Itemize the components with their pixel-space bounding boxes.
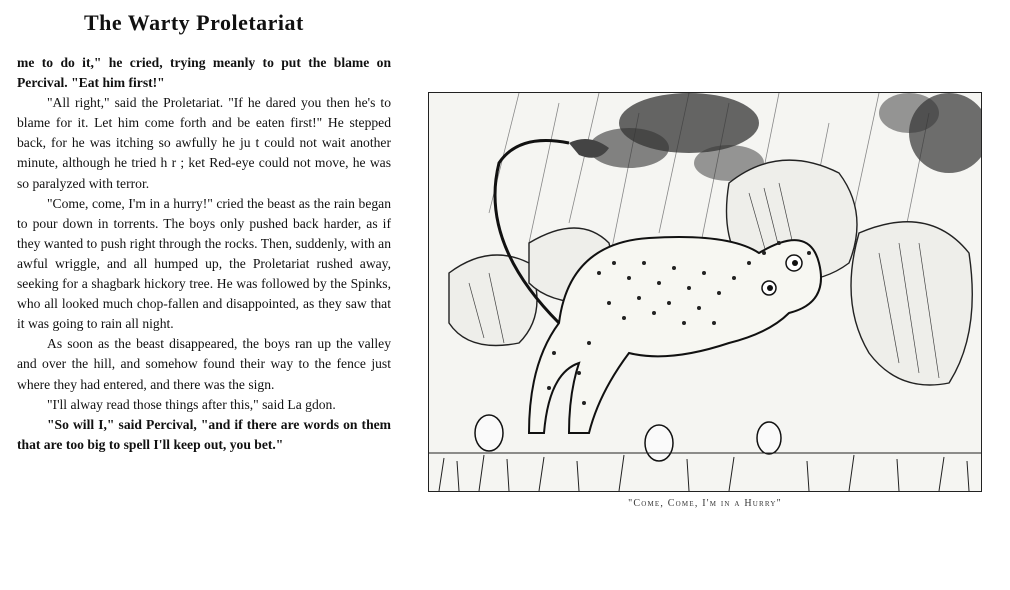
illustration-drawing [429, 93, 981, 491]
paragraph: me to do it," he cried, trying meanly to put the blame on Percival. "Eat him first!" [17, 55, 391, 91]
paragraph: "So will I," said Percival, "and if there are words on them that are too big to spell I'll keep out, you bet." [17, 416, 391, 452]
illustration [428, 92, 982, 492]
paragraph: "All right," said the Proletariat. "If he dared you then he's to blame for it. Let him come forth and be eaten first!" He stepped back, for he was itching so awfully he ju t could not wait another minute, although he tried h r ; ket Red-eye could not move, he was so paralyzed with terror. [17, 95, 391, 191]
paragraph: "Come, come, I'm in a hurry!" cried the beast as the rain began to pour down in torrents. The boys only pushed back harder, as if they wanted to push right through the rocks. Then, suddenly, with an awful wriggle, and all humped up, the Proletariat rushed away, seeking for a shagbark hickory tree. He was followed by the Spinks, who all looked much chop-fallen and disappointed, as they saw that it was going to rain all night. [17, 195, 391, 332]
paragraph: As soon as the beast disappeared, the boys ran up the valley and over the hill, and somehow found their way to the fence just where they had entered, and there was the sign. [17, 336, 391, 392]
figure-caption: "Come, Come, I'm in a Hurry" [628, 498, 782, 509]
body-text [17, 53, 391, 455]
paragraph: "I'll alway read those things after this," said La gdon. [47, 396, 336, 412]
page-title: The Warty Proletariat [84, 10, 304, 35]
